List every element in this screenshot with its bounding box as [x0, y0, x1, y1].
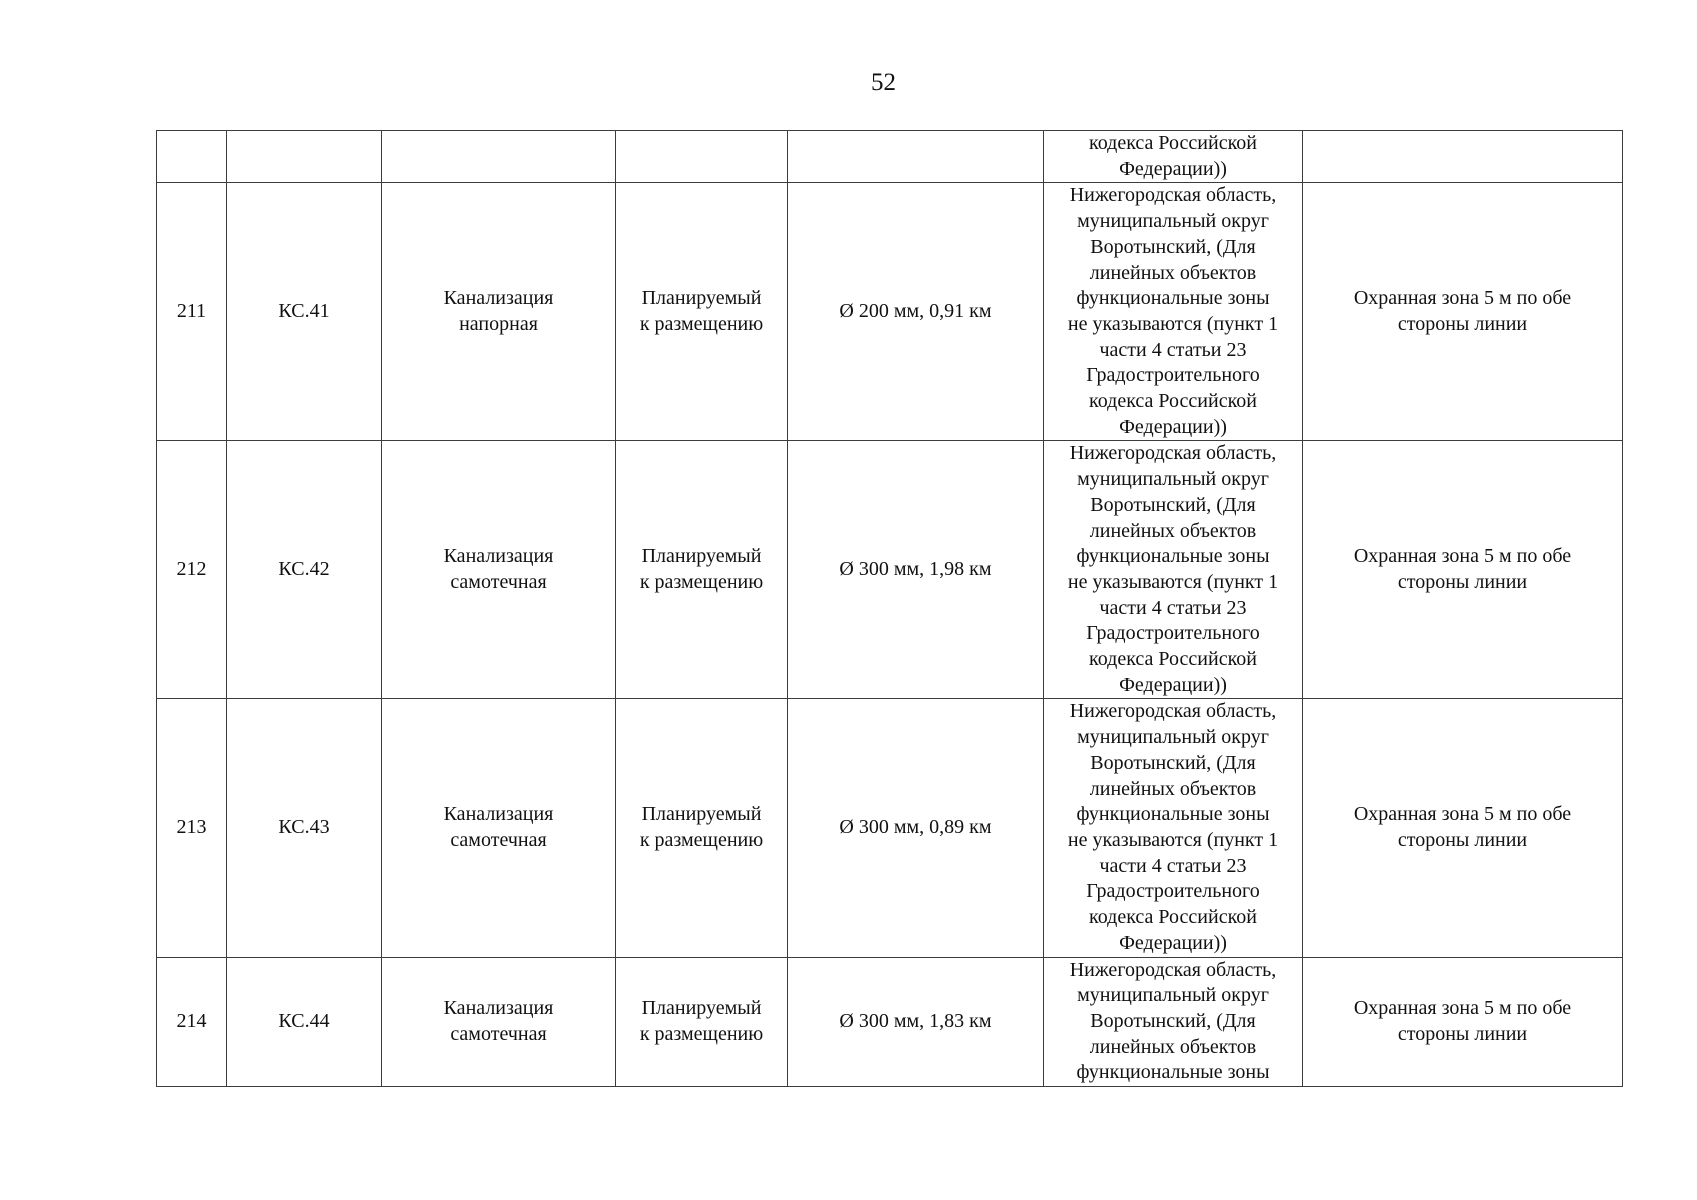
- location-line: Нижегородская область,: [1069, 958, 1277, 981]
- location-line: Федерации)): [1119, 157, 1227, 180]
- location-line: кодекса Российской: [1089, 390, 1257, 413]
- object-name-cell: [382, 957, 616, 1087]
- object-name-line: Канализация: [443, 803, 554, 826]
- object-status-line: к размещению: [639, 570, 764, 593]
- object-code-cell: КС.43: [227, 699, 382, 957]
- table-row: [157, 957, 1623, 1087]
- location-line: функциональные зоны: [1076, 1061, 1270, 1084]
- location-line: Воротынский, (Для: [1090, 1009, 1256, 1032]
- location-line: кодекса Российской: [1089, 648, 1257, 671]
- zone-line: стороны линии: [1397, 1022, 1528, 1045]
- location-line: функциональные зоны: [1076, 545, 1270, 568]
- object-params-cell: Ø 300 мм, 1,98 км: [788, 441, 1044, 699]
- object-status-cell: [616, 957, 788, 1087]
- location-line: линейных объектов: [1089, 777, 1257, 800]
- zone-cell: [1303, 957, 1623, 1087]
- object-status-cell: [616, 131, 788, 183]
- location-cell: [1044, 699, 1303, 957]
- object-code-cell: КС.42: [227, 441, 382, 699]
- object-status-cell: [616, 699, 788, 957]
- location-cell: [1044, 131, 1303, 183]
- zone-line: Охранная зона 5 м по обе: [1353, 803, 1572, 826]
- zone-line: стороны линии: [1397, 312, 1528, 335]
- location-line: муниципальный округ: [1077, 468, 1269, 491]
- object-name-line: напорная: [459, 312, 538, 335]
- object-name-cell: [382, 183, 616, 441]
- location-line: кодекса Российской: [1089, 132, 1257, 154]
- location-line: линейных объектов: [1089, 1035, 1257, 1058]
- object-params-cell: Ø 200 мм, 0,91 км: [788, 183, 1044, 441]
- location-line: части 4 статьи 23: [1099, 338, 1247, 361]
- object-name-line: Канализация: [443, 997, 554, 1020]
- location-line: муниципальный округ: [1077, 726, 1269, 749]
- zone-line: стороны линии: [1397, 570, 1528, 593]
- location-line: части 4 статьи 23: [1099, 854, 1247, 877]
- zone-cell: [1303, 441, 1623, 699]
- location-line: Нижегородская область,: [1069, 184, 1277, 207]
- object-status-line: к размещению: [639, 1022, 764, 1045]
- location-line: Воротынский, (Для: [1090, 751, 1256, 774]
- location-line: Нижегородская область,: [1069, 700, 1277, 723]
- page-number: 52: [871, 69, 896, 96]
- row-number-cell: 214: [157, 957, 227, 1087]
- zone-line: Охранная зона 5 м по обе: [1353, 997, 1572, 1020]
- table-row: [157, 441, 1623, 699]
- location-line: части 4 статьи 23: [1099, 596, 1247, 619]
- object-code-cell: КС.41: [227, 183, 382, 441]
- object-status-line: Планируемый: [641, 545, 762, 568]
- object-name-cell: [382, 441, 616, 699]
- location-line: Нижегородская область,: [1069, 442, 1277, 465]
- row-number-cell: 212: [157, 441, 227, 699]
- object-code-cell: [227, 131, 382, 183]
- location-line: функциональные зоны: [1076, 287, 1270, 310]
- object-status-line: к размещению: [639, 312, 764, 335]
- object-status-line: Планируемый: [641, 803, 762, 826]
- object-name-line: Канализация: [443, 287, 554, 310]
- object-name-line: Канализация: [443, 545, 554, 568]
- location-line: не указываются (пункт 1: [1067, 570, 1279, 593]
- location-cell: [1044, 957, 1303, 1087]
- location-line: муниципальный округ: [1077, 210, 1269, 233]
- zone-line: стороны линии: [1397, 828, 1528, 851]
- location-cell: [1044, 441, 1303, 699]
- location-line: функциональные зоны: [1076, 803, 1270, 826]
- table-row: [157, 699, 1623, 957]
- location-line: линейных объектов: [1089, 519, 1257, 542]
- object-params-cell: [788, 131, 1044, 183]
- location-line: не указываются (пункт 1: [1067, 312, 1279, 335]
- object-status-cell: [616, 183, 788, 441]
- object-name-line: самотечная: [450, 1022, 547, 1045]
- location-line: не указываются (пункт 1: [1067, 828, 1279, 851]
- objects-table: [156, 130, 1623, 1087]
- location-line: кодекса Российской: [1089, 906, 1257, 929]
- zone-cell: [1303, 699, 1623, 957]
- row-number-cell: 211: [157, 183, 227, 441]
- location-line: муниципальный округ: [1077, 984, 1269, 1007]
- object-name-cell: [382, 131, 616, 183]
- object-status-cell: [616, 441, 788, 699]
- table-row: [157, 131, 1623, 183]
- object-status-line: Планируемый: [641, 997, 762, 1020]
- location-line: Воротынский, (Для: [1090, 493, 1256, 516]
- object-name-line: самотечная: [450, 828, 547, 851]
- location-cell: [1044, 183, 1303, 441]
- location-line: Градостроительного: [1086, 622, 1260, 645]
- zone-line: Охранная зона 5 м по обе: [1353, 545, 1572, 568]
- zone-cell: [1303, 183, 1623, 441]
- object-params-cell: Ø 300 мм, 1,83 км: [788, 957, 1044, 1087]
- object-code-cell: КС.44: [227, 957, 382, 1087]
- location-line: Градостроительного: [1086, 880, 1260, 903]
- location-line: линейных объектов: [1089, 261, 1257, 284]
- location-line: Федерации)): [1119, 415, 1227, 438]
- location-line: Федерации)): [1119, 673, 1227, 696]
- object-status-line: к размещению: [639, 828, 764, 851]
- row-number-cell: [157, 131, 227, 183]
- object-name-cell: [382, 699, 616, 957]
- zone-line: Охранная зона 5 м по обе: [1353, 287, 1572, 310]
- location-line: Федерации)): [1119, 931, 1227, 954]
- location-line: Воротынский, (Для: [1090, 235, 1256, 258]
- table-row: [157, 183, 1623, 441]
- row-number-cell: 213: [157, 699, 227, 957]
- object-params-cell: Ø 300 мм, 0,89 км: [788, 699, 1044, 957]
- location-line: Градостроительного: [1086, 364, 1260, 387]
- object-name-line: самотечная: [450, 570, 547, 593]
- object-status-line: Планируемый: [641, 287, 762, 310]
- zone-cell: [1303, 131, 1623, 183]
